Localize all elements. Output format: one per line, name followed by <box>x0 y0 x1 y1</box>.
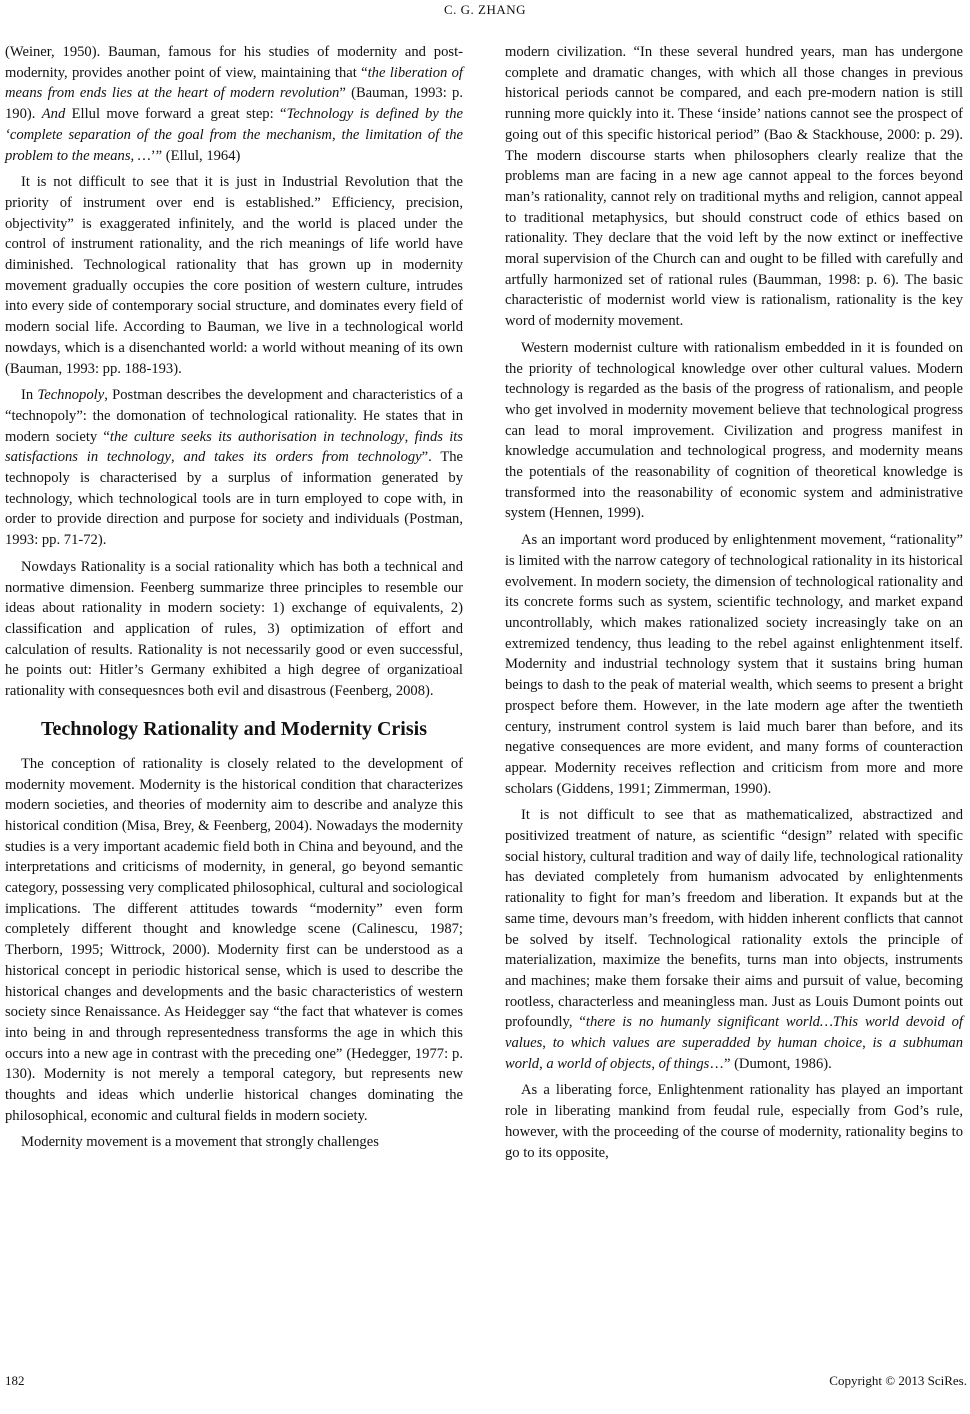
paragraph: It is not difficult to see that it is just in Industrial Revolution that the priority of instrument over end is established.” Efficiency, precision, objectivity” is exaggerated infinitely, and the world is placed under the control of instrument rationality, and the rich meanings of life world have diminished. Technological rationality that has grown up in modernity movement gradually occupies the core position of western culture, intrudes into every side of contemporary social structure, and dominates every field of modern social life. According to Bauman, we live in a technological world nowdays, which is a disenchanted world: a world without meaning of its own (Bauman, 1993: pp. 188-193). <box>5 174 463 377</box>
italic-span: of things <box>658 1055 710 1072</box>
running-head: C. G. ZHANG <box>443 2 527 17</box>
paragraph: Nowdays Rationality is a social rationality which has both a technical and normative dimension. Feenberg summarize three principles to resemble our ideas about rationality in modern society: 1) exchange of equivalents, 2) classification and application of rules, 3) optimization of effort and calculation of results. Rationality is not necessarily good or even successful, he points out: Hitler’s Germany exhibited a high degree of organizatioal rationality with consequesnces both evil and disastrous (Feenberg, 2008). <box>5 558 463 700</box>
paragraph: (Weiner, 1950). Bauman, famous for his studies of modernity and post-modernity, provides another point of view, maintaining that “the liberation of means from ends lies at the heart of modern revolution” (Bauman, 1993: p. 190). And Ellul move forward a great step: “Technology is defined by the ‘complete separation of the goal from the mechanism, the limitation of the problem to the means, …’” (Ellul, 1964) <box>5 44 463 164</box>
italic-span: Technology is defined by the ‘complete separation of the goal from the mechanism, the limitation of the problem to the means, … <box>5 106 463 164</box>
italic-span: the culture seeks its authorisation in technology <box>109 428 405 445</box>
paragraph: Western modernist culture with rationalism embedded in it is founded on the priority of technological knowledge over other cultural values. Modern technology is regarded as the basis of the progress of rationalism, and people who get involved in modernity movement believe that technological progress can lead to moral improvement. Civilization and progress manifest in knowledge accumulation and technological progress, and modernity means the potentials of the reasonability of cognition of theoretical knowledge is transformed into the reasonability of economic system and administrative system (Hennen, 1999). <box>505 339 963 522</box>
italic-span: and takes its orders from technology <box>183 449 422 466</box>
italic-span: Technopoly <box>37 387 105 404</box>
left-column <box>5 42 463 1159</box>
italic-span: there is no humanly significant world…This world devoid of values <box>505 1014 963 1052</box>
italic-span: to which values are superadded by human choice <box>552 1035 863 1052</box>
paragraph: Modernity movement is a movement that strongly challenges <box>21 1134 379 1151</box>
paragraph: It is not difficult to see that as mathematicalized, abstractized and positivized treatment of nature, as scientific “design” related with specific social history, cultural tradition and way of daily life, technological rationality has deviated completely from humanism advocated by enlightenments rationality to fight for man’s freedom and liberation. It expands but at the same time, devours man’s freedom, with hidden inherent conflicts that cannot be solved by itself. Technological rationality extols the principle of materialization, maximize the benefits, turns man into objects, instruments and machines; make them forsake their aims and pursuit of value, becoming rootless, characterless and meaningless man. Just as Louis Dumont points out profoundly, “there is no humanly significant world…This world devoid of values, to which values are superadded by human choice, is a subhuman world, a world of objects, of things…” (Dumont, 1986). <box>505 807 964 1072</box>
paragraph: As a liberating force, Enlightenment rationality has played an important role in liberating mankind from feudal rule, especially from God’s rule, however, with the proceeding of the course of modernity, rationality begins to go to its opposite, <box>505 1082 963 1161</box>
right-column <box>505 42 963 1169</box>
italic-span: is a subhuman world <box>505 1035 964 1072</box>
paragraph: The conception of rationality is closely related to the development of modernity movement. Modernity is the historical condition that characterizes modern societies, and theories of modernity aim to describe and analyze this historical condition (Misa, Brey, & Feenberg, 2004). Nowadays the modernity studies is a very important academic field both in China and beyound, and the interpretations and criticisms of modernity, in general, go beyond semantic category, possessing very complicated philosophical, cultural and sociological implications. The different attitudes towards “modernity” even form completely different thought and knowledge scene (Calinescu, 1987; Therborn, 1995; Wittrock, 2000). Modernity first can be understood as a historical concept in periodic historical sense, which is used to describe the historical changes and developments and the basic characteristics of western society since Renaissance. As Heidegger say “the fact that whatever is comes into being in and through representedness transforms the age in which this occurs into a new age in contrast with the preceding one” (Hedegger, 1977: p. 130). Modernity is not merely a temporal category, but represents new thoughts and ideas which underlie historical changes dominating the philosophical, economic and cultural fields in modern society. <box>5 755 463 1124</box>
section-heading: Technology Rationality and Modernity Crisis <box>41 717 427 740</box>
page-number: 182 <box>5 1373 25 1388</box>
italic-span: a world of objects <box>546 1055 652 1072</box>
italic-span: finds its satisfactions in technology <box>5 428 463 466</box>
copyright-notice: Copyright © 2013 SciRes. <box>829 1373 967 1388</box>
italic-span: the liberation of means from ends lies at the heart of modern revolution <box>5 64 463 102</box>
italic-span: And <box>41 106 66 123</box>
paragraph: As an important word produced by enlightenment movement, “rationality” is limited with the narrow category of technological rationality in its historical evolvement. In modern society, the dimension of technological rationality and its concrete forms such as system, scientific technology, and market expand uncontrollably, which makes rationalized society increasingly take on an extremized tendency, thus leading to the rebel against enlightenment itself. Modernity and industrial technology system that it sustains bring human beings to dash to the peak of material wealth, which seems to present a bright prospect before them. However, in the late modern age after the twentieth century, instrument control system is laid much barer than before, and its negative consequences are more evident, and many forms of counteraction appear. Modernity receives reflection and criticism from more and more scholars (Giddens, 1991; Zimmerman, 1990). <box>505 532 963 797</box>
paragraph: In Technopoly, Postman describes the development and characteristics of a “technopoly”: the domonation of technological rationality. He states that in modern society “the culture seeks its authorisation in technology, finds its satisfactions in technology, and takes its orders from technology”. The technopoly is characterised by a surplus of information generated by technology, which technological tools are in turn employed to cope with, in order to provide direction and purpose for society and individuals (Postman, 1993: pp. 71-72). <box>5 387 464 549</box>
paragraph: modern civilization. “In these several hundred years, man has undergone complete and dramatic changes, with which all those changes in previous historical periods cannot be compared, and each pre-modern nation is still running more quickly into it. These ‘inside’ nations cannot see the prospect of going out of this specific historical period” (Bao & Stackhouse, 2000: p. 29). The modern discourse starts when philosophers clearly realize that the problems man are facing in a new age cannot appeal to the forces beyond man’s rationality, cannot rely on traditional myths and religion, cannot appeal to traditional metaphysics, but should construct code of ethics based on rationality. They declare that the void left by the now extinct or ineffective moral supervision of the Church can and ought to be filled with carefully and artfully harmonized set of rational rules (Baumman, 1998: p. 6). The basic characteristic of modernist world view is rationalism, rationality is the key word of modernity movement. <box>505 44 963 330</box>
